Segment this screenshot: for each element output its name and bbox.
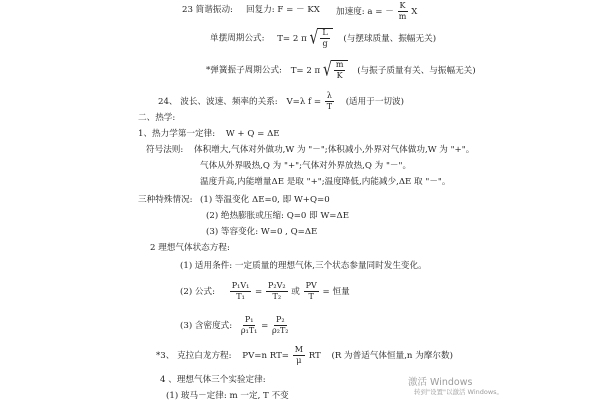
pendulum-den: g — [322, 39, 328, 48]
restoring-label: 回复力: — [246, 5, 275, 15]
ideal-frac-2-num: P₂V₂ — [267, 281, 286, 290]
sign-rule-prefix: 符号法则: — [146, 145, 184, 155]
pendulum-formula — [210, 28, 436, 48]
sec23-num: 23 — [182, 5, 193, 15]
first-law — [138, 130, 280, 139]
spring-den: K — [336, 71, 343, 80]
ideal-frac-2 — [266, 282, 288, 301]
pendulum-sqrt: √ $\frac{L}{g}$ — [309, 28, 332, 48]
first-law-title: 1、热力学第一定律: — [138, 129, 216, 139]
density-frac-1 — [241, 316, 257, 335]
ideal-formula-label: (2) 公式: — [180, 287, 215, 297]
wave-relation — [158, 92, 404, 111]
density-frac-1-num: P₁ — [244, 315, 254, 324]
density-frac-2 — [272, 316, 288, 335]
sec23-title: 简谐振动: — [195, 5, 233, 15]
clapeyron-label: *3、 克拉白龙方程: — [156, 351, 232, 361]
wave-fraction — [325, 92, 334, 111]
special-cases-title: 三种特殊情况: — [138, 195, 193, 205]
pendulum-label: 单摆周期公式: — [210, 33, 265, 44]
wave-text: 24、 波长、波速、频率的关系: — [158, 97, 278, 107]
pendulum-fraction — [320, 29, 329, 48]
accel-lhs: a = － — [367, 7, 394, 17]
accel-fraction — [398, 2, 408, 21]
ideal-gas-condition: (1) 适用条件: 一定质量的理想气体,三个状态参量同时发生变化。 — [180, 261, 427, 271]
spring-lhs: T= 2 π — [290, 65, 321, 76]
experimental-laws-title: 4 、理想气体三个实验定律: — [160, 375, 266, 385]
pendulum-lhs: T= 2 π — [277, 33, 307, 44]
pendulum-note: (与摆球质量、振幅无关) — [343, 33, 437, 44]
ideal-frac-1-den: T₁ — [236, 292, 245, 301]
accel-den: m — [398, 12, 407, 21]
clapeyron-equation — [156, 346, 453, 365]
clapeyron-rhs: RT — [308, 351, 321, 361]
accel-rhs: X — [411, 7, 418, 17]
restoring-force — [246, 6, 320, 15]
sec23-heading — [182, 6, 233, 15]
ideal-frac-1-num: P₁V₁ — [231, 281, 250, 290]
special-case-1: (1) 等温变化 ΔE=0, 即 W+Q=0 — [200, 195, 330, 205]
density-formula-label: (3) 含密度式: — [180, 321, 233, 331]
restoring-formula: F = － KX — [277, 5, 320, 15]
ideal-gas-formula — [180, 282, 350, 301]
spring-note: (与振子质量有关、与振幅无关) — [357, 65, 476, 76]
wave-num: λ — [326, 91, 332, 100]
wave-lhs: V=λ f = — [286, 97, 322, 107]
first-law-formula: W + Q = ΔE — [225, 129, 280, 139]
clapeyron-den: μ — [296, 356, 302, 365]
ideal-frac-3-den: T — [308, 292, 314, 301]
windows-activation-hint: 转到"设置"以激活 Windows。 — [414, 388, 504, 396]
ideal-frac-3 — [304, 282, 319, 301]
wave-den: T — [326, 102, 333, 111]
spring-num: m — [335, 60, 344, 69]
ideal-frac-2-den: T₂ — [272, 292, 282, 301]
ideal-formula-rhs: = 恒量 — [322, 287, 350, 297]
density-formula — [180, 316, 290, 335]
wave-note: (适用于一切波) — [345, 97, 404, 107]
section-thermo-title: 二、热学: — [138, 113, 176, 123]
density-formula-eq: = — [261, 321, 269, 331]
ideal-frac-1 — [230, 282, 252, 301]
ideal-formula-eq: = — [255, 287, 263, 297]
density-frac-1-den: ρ₁T₁ — [240, 326, 258, 335]
density-frac-2-den: ρ₂T₂ — [272, 326, 289, 335]
spring-formula — [206, 60, 476, 80]
clapeyron-note: (R 为普适气体恒量,n 为摩尔数) — [331, 351, 453, 361]
accel-label: 加速度: — [336, 7, 365, 17]
accel-num: K — [399, 1, 406, 10]
ideal-gas-title: 2 理想气体状态方程: — [150, 243, 230, 253]
clapeyron-num: M — [294, 345, 303, 354]
sign-rule-2: 气体从外界吸热,Q 为 "+";气体对外界放热,Q 为 "－"。 — [200, 161, 412, 171]
sign-rule-1-text: 体积增大,气体对外做功,W 为 "－";体积减小,外界对气体做功,W 为 "+"。 — [194, 145, 475, 155]
sign-rule-3: 温度升高,内能增量ΔE 是取 "+";温度降低,内能减少,ΔE 取 "－"。 — [200, 177, 451, 187]
density-frac-2-num: P₂ — [275, 315, 285, 324]
spring-sqrt: √ $\frac{m}{K}$ — [323, 60, 349, 80]
spring-label: *弹簧振子周期公式: — [206, 65, 282, 76]
clapeyron-lhs: PV=n RT= — [242, 351, 290, 361]
experimental-law-1: (1) 玻马－定律: m 一定, T 不变 — [166, 391, 289, 401]
spring-fraction — [334, 61, 346, 80]
special-case-2: (2) 绝热膨胀或压缩: Q=0 即 W=ΔE — [206, 211, 349, 221]
special-case-3: (3) 等容变化: W=0 , Q=ΔE — [206, 227, 318, 237]
clapeyron-fraction — [293, 346, 305, 365]
pendulum-num: L — [322, 28, 328, 37]
acceleration — [336, 2, 417, 21]
sign-rule-1 — [146, 146, 474, 155]
windows-activation-title: 激活 Windows — [408, 377, 473, 388]
ideal-formula-or: 或 — [291, 287, 300, 297]
ideal-frac-3-num: PV — [305, 281, 317, 290]
